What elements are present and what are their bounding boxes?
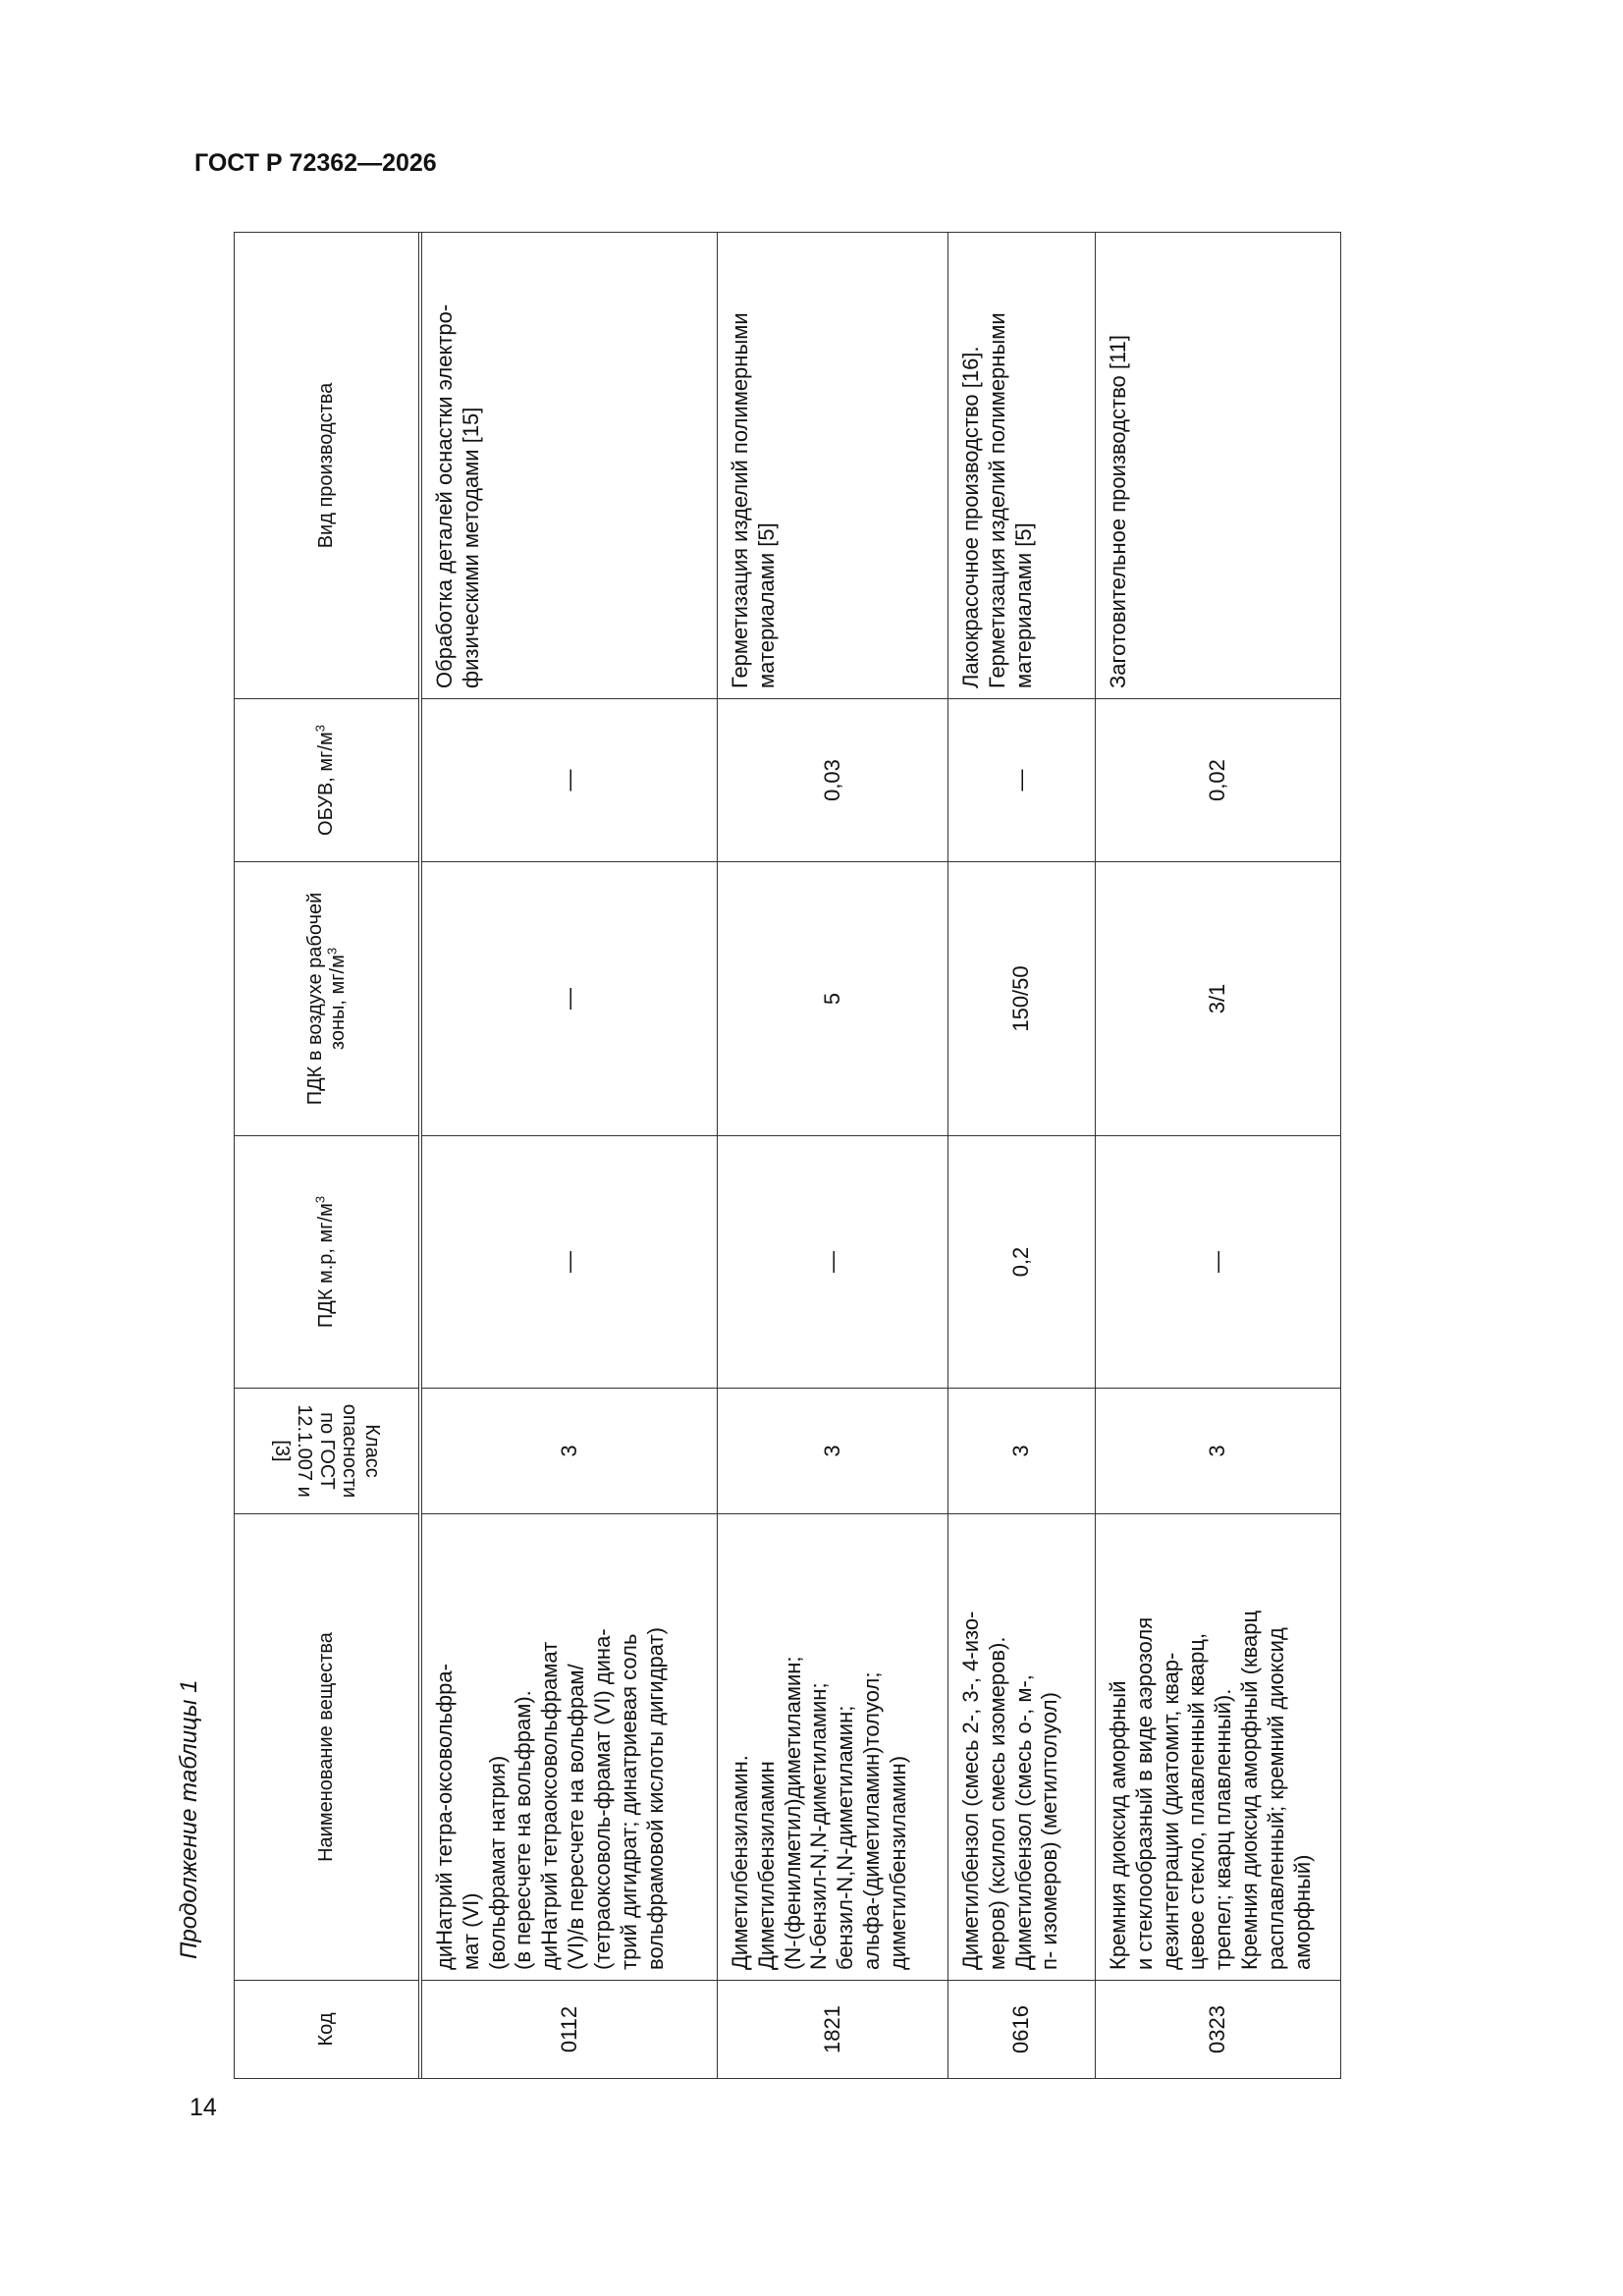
cell-klass: 3: [718, 1389, 948, 1514]
cell-obuv: 0,03: [718, 699, 948, 862]
cell-klass: 3: [1096, 1389, 1341, 1514]
rotated-table-container: [234, 233, 1336, 2079]
header-production: Вид производства: [235, 233, 419, 699]
header-pdk-air: [235, 862, 419, 1136]
header-name: Наименование вещества: [235, 1514, 419, 1981]
cell-code: 1821: [718, 1981, 948, 2079]
table-row: [948, 233, 1096, 2079]
cell-production: Обработка деталей оснастки электро- физическими методами [15]: [422, 233, 718, 699]
header-pdk-air-label: ПДК в воздухе рабочей зоны, мг/м: [303, 892, 349, 1106]
cell-name: Диметилбензиламин. Диметилбензиламин (N-(фенилметил)диметиламин; N-бензил-N,N-диметиламин; бензил-N,N-диметиламин; альфа-(диметиламин)толуол; диметилбензиламин): [718, 1514, 948, 1981]
unit-sup: 3: [312, 1195, 328, 1204]
document-title: ГОСТ Р 72362—2026: [194, 149, 437, 177]
table-caption: Продолжение таблицы 1: [176, 1679, 202, 1959]
header-klass: [235, 1389, 419, 1514]
cell-pdk-air: —: [422, 862, 718, 1136]
cell-production: Герметизация изделий полимерными материалами [5]: [718, 233, 948, 699]
cell-code: 0616: [948, 1981, 1096, 2079]
unit-sup: 3: [312, 725, 328, 733]
cell-pdk-mr: —: [1096, 1136, 1341, 1389]
cell-pdk-air: 5: [718, 862, 948, 1136]
header-klass-label: Класс опасности по ГОСТ 12.1.007 и [3]: [271, 1403, 383, 1499]
header-pdk-mr-label: ПДК м.р, мг/м: [315, 1203, 337, 1329]
cell-pdk-air: 3/1: [1096, 862, 1341, 1136]
cell-obuv: 0,02: [1096, 699, 1341, 862]
header-code: Код: [235, 1981, 419, 2079]
table-caption-wrapper: [176, 1679, 219, 1960]
page-number: 14: [189, 2094, 217, 2121]
cell-pdk-mr: —: [718, 1136, 948, 1389]
table-row: [422, 233, 718, 2079]
cell-pdk-mr: 0,2: [948, 1136, 1096, 1389]
cell-name: Кремния диоксид аморфный и стеклообразный в виде аэрозоля дезинтеграции (диатомит, квар- цевое стекло, плавленный кварц, трепел; кварц плавленный). Кремния диоксид аморфный (кварц расплавленный; кремний диоксид аморфный): [1096, 1514, 1341, 1981]
cell-production: Лакокрасочное производство [16]. Герметизация изделий полимерными материалами [5]: [948, 233, 1096, 699]
cell-pdk-air: 150/50: [948, 862, 1096, 1136]
cell-name: диНатрий тетра-оксовольфра- мат (VI) (вольфрамат натрия) (в пересчете на вольфрам). диНатрий тетраоксовольфрамат (VI)/в пересчете на вольфрам/ (тетраоксоволь-фрамат (VI) дина- трий дигидрат; динатриевая соль вольфрамовой кислоты дигидрат): [422, 1514, 718, 1981]
cell-production: Заготовительное производство [11]: [1096, 233, 1341, 699]
cell-code: 0323: [1096, 1981, 1341, 2079]
table-body: [419, 233, 1341, 2079]
unit-sup: 3: [323, 947, 339, 956]
header-obuv-label: ОБУВ, мг/м: [315, 732, 337, 836]
table-header-row: [235, 233, 419, 2079]
cell-pdk-mr: —: [422, 1136, 718, 1389]
cell-name: Диметилбензол (смесь 2-, 3-, 4-изо- меров) (ксилол смесь изомеров). Диметилбензол (смесь о-, м-, п- изомеров) (метилтолуол): [948, 1514, 1096, 1981]
cell-code: 0112: [422, 1981, 718, 2079]
cell-obuv: —: [948, 699, 1096, 862]
table-row: [718, 233, 948, 2079]
substances-table: [234, 232, 1341, 2079]
table-frame: [234, 233, 1336, 2079]
table-row: [1096, 233, 1341, 2079]
header-obuv: [235, 699, 419, 862]
header-pdk-mr: [235, 1136, 419, 1389]
cell-klass: 3: [948, 1389, 1096, 1514]
cell-klass: 3: [422, 1389, 718, 1514]
cell-obuv: —: [422, 699, 718, 862]
